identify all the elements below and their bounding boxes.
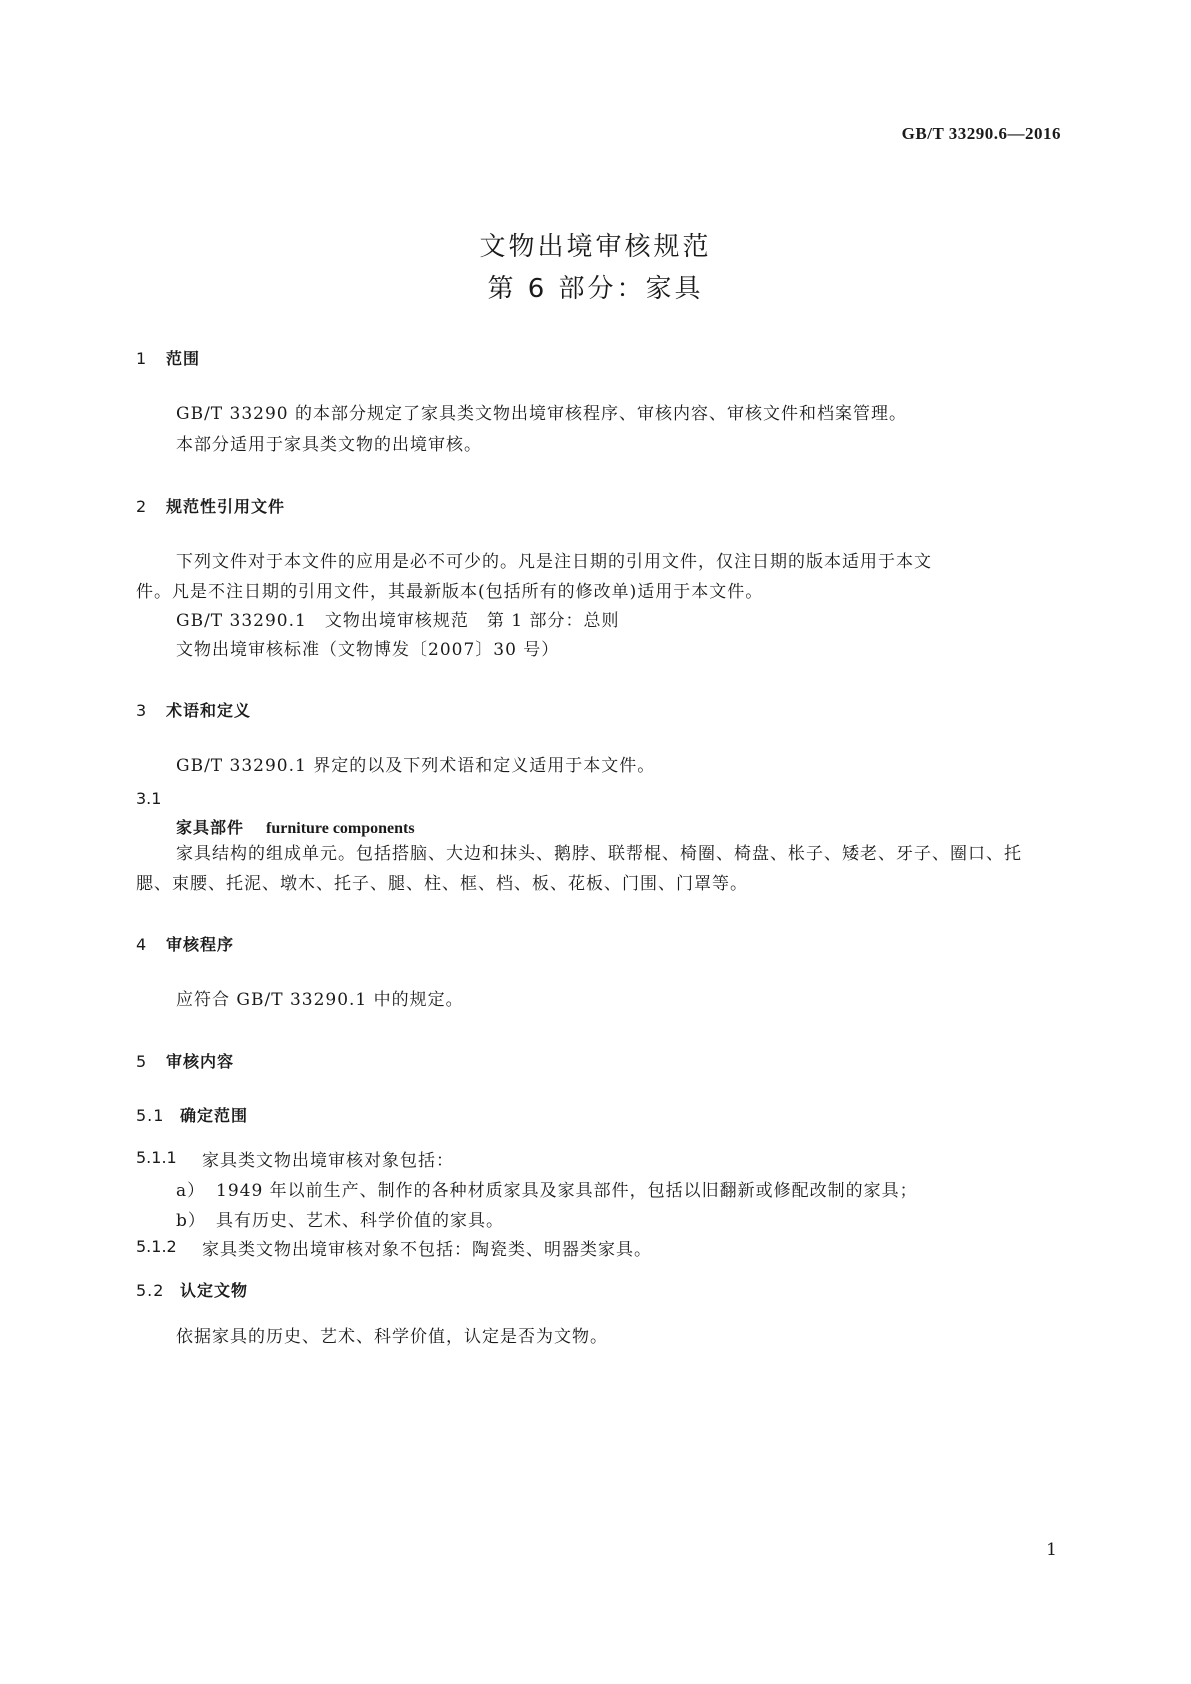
term-name-chinese: 家具部件 <box>176 818 245 837</box>
section-number: 5 <box>136 1052 148 1071</box>
normative-reference-1: GB/T 33290.1 文物出境审核规范 第 1 部分：总则 <box>176 611 620 631</box>
term-number: 3.1 <box>136 789 162 808</box>
term-definition-line-1: 家具结构的组成单元。包括搭脑、大边和抹头、鹅脖、联帮棍、椅圈、椅盘、枨子、矮老、牙子、圈口、托 <box>176 844 1022 864</box>
section-number: 2 <box>136 497 148 516</box>
list-item-b <box>176 1206 504 1231</box>
section-1-paragraph-1: GB/T 33290 的本部分规定了家具类文物出境审核程序、审核内容、审核文件和档案管理。 <box>176 404 908 424</box>
section-4-heading <box>136 932 234 955</box>
section-2-paragraph-line-1: 下列文件对于本文件的应用是必不可少的。凡是注日期的引用文件，仅注日期的版本适用于本文 <box>176 552 932 572</box>
section-title: 规范性引用文件 <box>166 497 286 516</box>
term-name-english: furniture components <box>266 820 415 837</box>
section-title: 审核内容 <box>166 1052 235 1071</box>
section-3-heading <box>136 698 251 721</box>
section-5-heading <box>136 1049 234 1072</box>
clause-5-1-2-number: 5.1.2 <box>136 1237 177 1256</box>
subsection-number: 5.2 <box>136 1281 165 1300</box>
section-number: 4 <box>136 935 148 954</box>
term-name <box>176 815 415 838</box>
subsection-number: 5.1 <box>136 1106 165 1125</box>
list-item-marker: b） <box>176 1211 206 1231</box>
term-definition-line-2: 腮、束腰、托泥、墩木、托子、腿、柱、框、档、板、花板、门围、门罩等。 <box>136 874 748 894</box>
section-4-paragraph-1: 应符合 GB/T 33290.1 中的规定。 <box>176 990 464 1010</box>
section-2-paragraph-line-2: 件。凡是不注日期的引用文件，其最新版本(包括所有的修改单)适用于本文件。 <box>136 582 764 602</box>
section-title: 审核程序 <box>166 935 235 954</box>
page-number: 1 <box>1046 1540 1057 1560</box>
section-1-heading <box>136 346 200 369</box>
clause-5-1-1-number: 5.1.1 <box>136 1148 177 1167</box>
list-item-text: 1949 年以前生产、制作的各种材质家具及家具部件，包括以旧翻新或修配改制的家具； <box>216 1181 918 1201</box>
section-number: 3 <box>136 701 148 720</box>
section-title: 术语和定义 <box>166 701 252 720</box>
title-line-2: 第 6 部分：家具 <box>487 274 704 304</box>
list-item-marker: a） <box>176 1181 206 1201</box>
section-5-2-paragraph-1: 依据家具的历史、艺术、科学价值，认定是否为文物。 <box>176 1327 608 1347</box>
section-title: 范围 <box>166 349 201 368</box>
clause-5-1-1-text: 家具类文物出境审核对象包括： <box>202 1151 454 1171</box>
normative-reference-2: 文物出境审核标准（文物博发〔2007〕30 号） <box>176 640 560 660</box>
section-1-paragraph-2: 本部分适用于家具类文物的出境审核。 <box>176 435 482 455</box>
list-item-text: 具有历史、艺术、科学价值的家具。 <box>216 1211 504 1231</box>
document-title <box>0 226 1191 310</box>
title-line-1: 文物出境审核规范 <box>479 232 712 262</box>
subsection-title: 认定文物 <box>180 1281 249 1300</box>
section-number: 1 <box>136 349 148 368</box>
section-5-1-heading <box>136 1103 248 1126</box>
section-3-paragraph-1: GB/T 33290.1 界定的以及下列术语和定义适用于本文件。 <box>176 756 656 776</box>
section-2-heading <box>136 494 285 517</box>
standard-number: GB/T 33290.6—2016 <box>901 124 1061 143</box>
subsection-title: 确定范围 <box>180 1106 249 1125</box>
clause-5-1-2-text: 家具类文物出境审核对象不包括：陶瓷类、明器类家具。 <box>202 1240 652 1260</box>
section-5-2-heading <box>136 1278 248 1301</box>
list-item-a <box>176 1176 918 1201</box>
